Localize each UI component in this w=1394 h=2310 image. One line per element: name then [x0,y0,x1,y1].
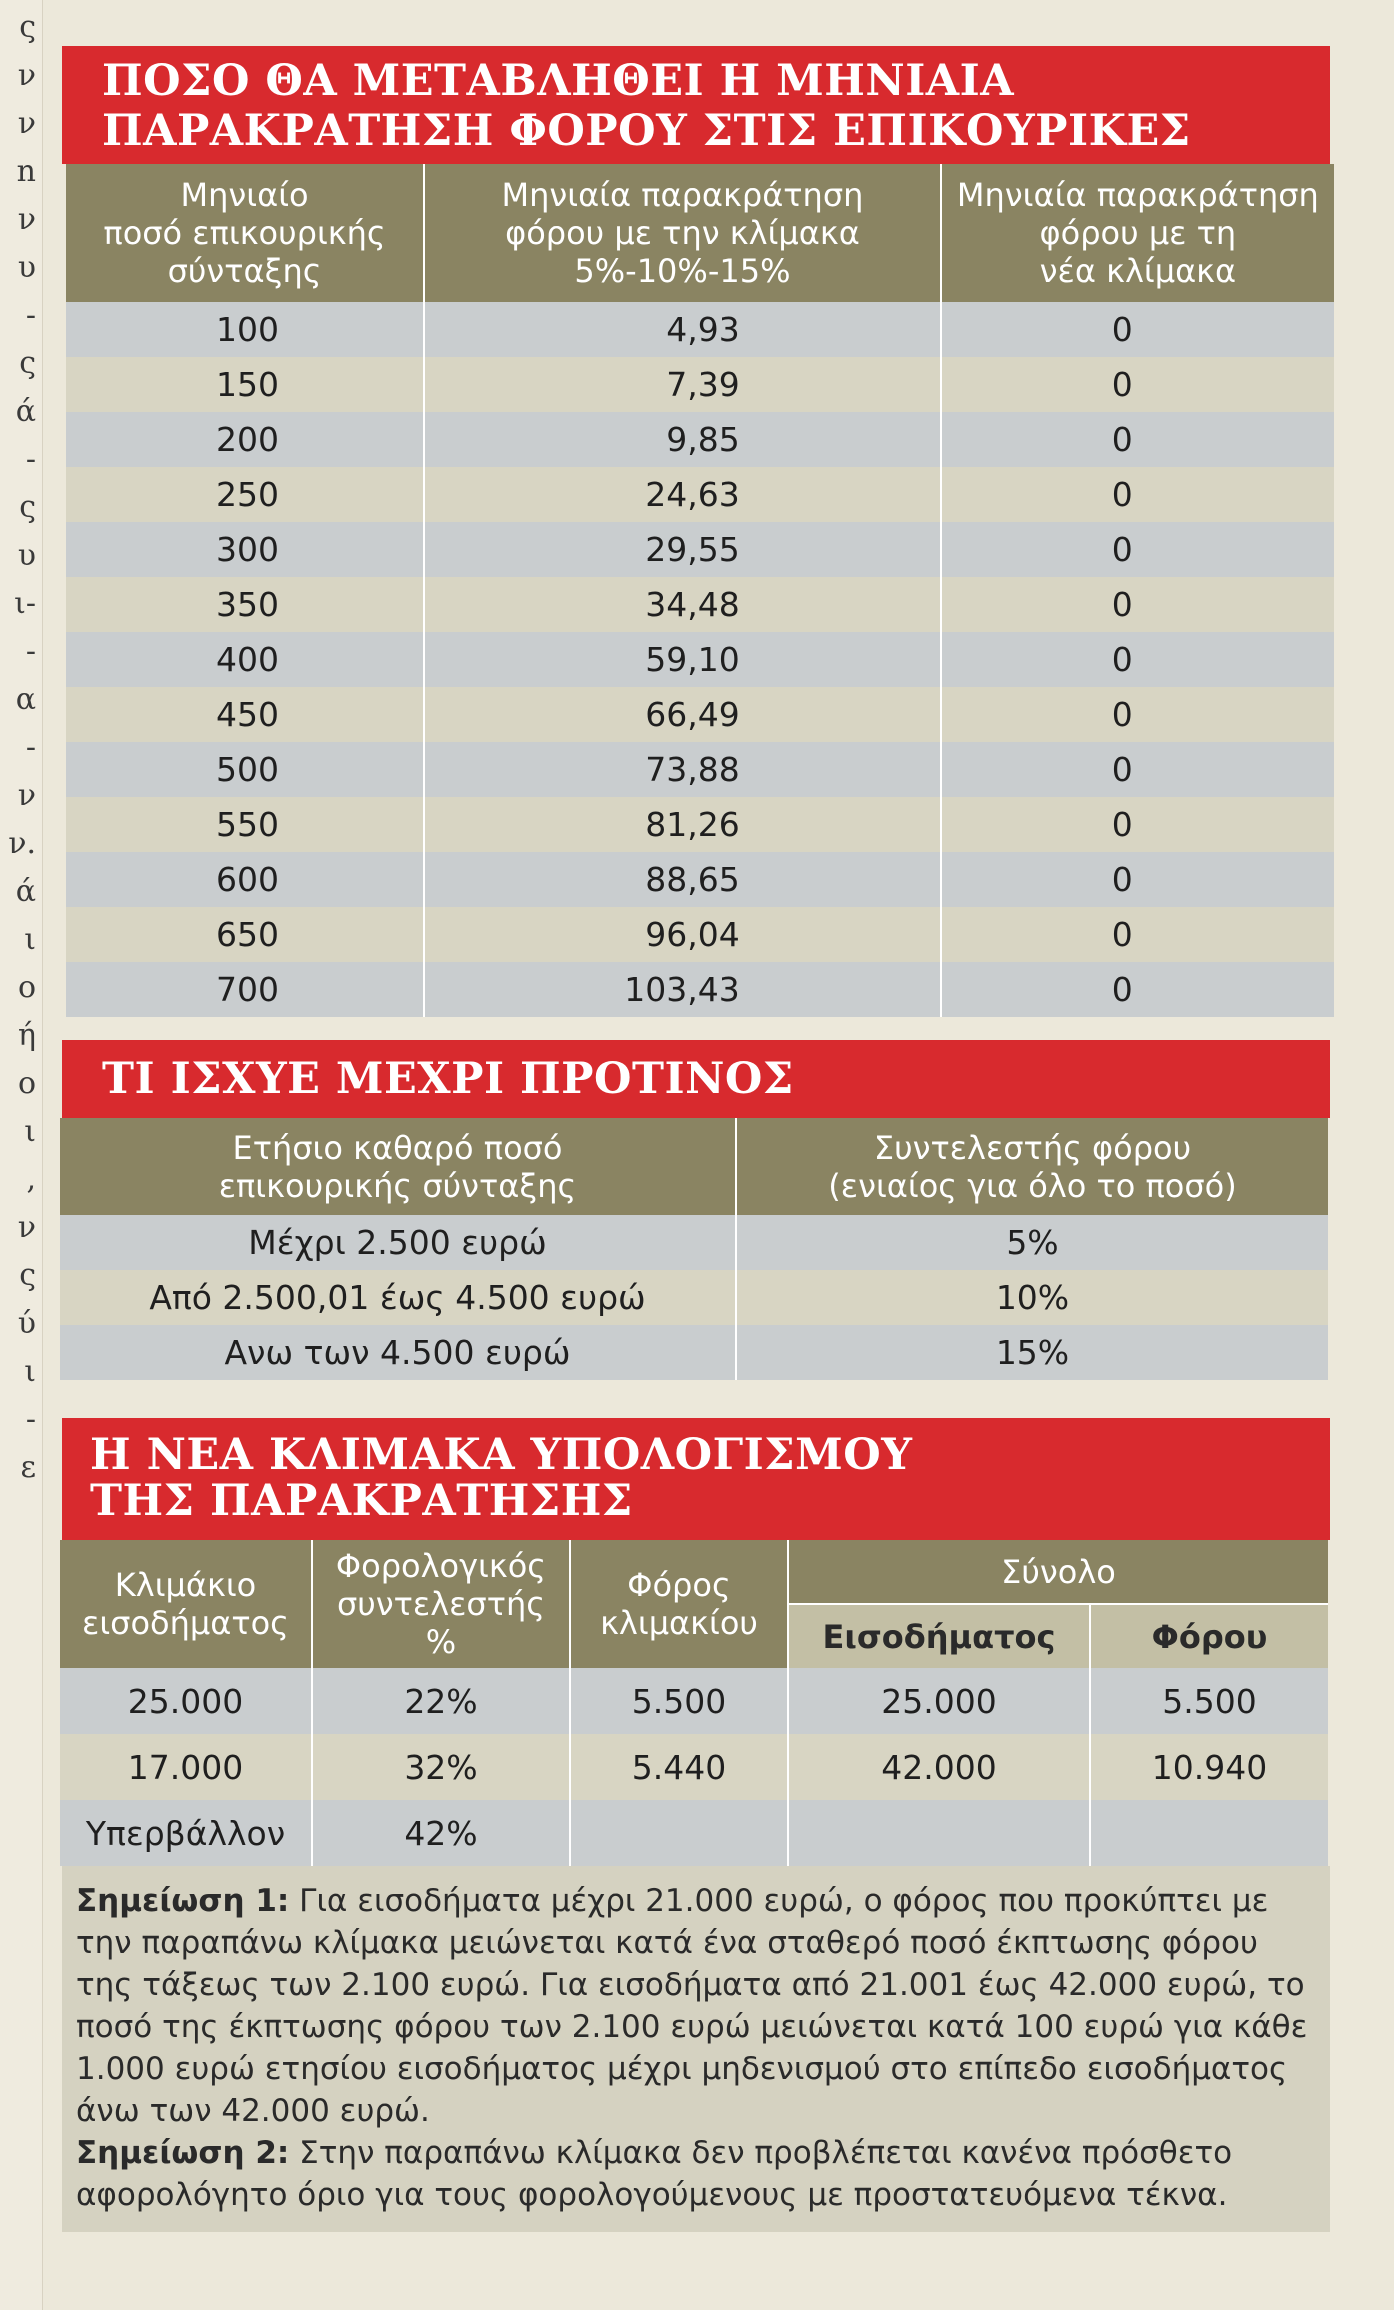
margin-fragment: , [26,1162,36,1197]
monthly-amount-cell: 400 [66,632,424,687]
margin-fragment: ο [17,970,36,1005]
table-row [66,302,1334,357]
table-row [60,1734,1328,1800]
monthly-amount-cell: 350 [66,577,424,632]
margin-fragment: ς [19,10,36,45]
previous-rates-table [60,1118,1328,1380]
margin-fragment: ν [17,202,36,237]
new-withholding-cell: 0 [941,357,1334,412]
note-1-label: Σημείωση 1: [76,1883,290,1919]
bracket-tax-cell [570,1800,788,1866]
monthly-withholding-panel [62,46,1330,1017]
new-withholding-cell: 0 [941,522,1334,577]
margin-fragment: - [25,298,36,333]
margin-fragment: ν [17,1210,36,1245]
monthly-amount-cell: 150 [66,357,424,412]
section3-title-banner [62,1418,1330,1540]
total-tax-cell: 5.500 [1090,1668,1328,1734]
table-row [60,1800,1328,1866]
section2-title: ΤΙ ΙΣΧΥΕ ΜΕΧΡΙ ΠΡΟΤΙΝΟΣ [102,1054,794,1104]
monthly-amount-cell: 650 [66,907,424,962]
total-income-cell [788,1800,1090,1866]
margin-fragment: ι [24,1114,36,1149]
header-total-group: Σύνολο [788,1540,1328,1604]
previous-column-fragment [0,0,43,2310]
margin-fragment: - [25,730,36,765]
margin-fragment: - [25,442,36,477]
margin-fragment: ς [19,490,36,525]
table-row [66,357,1334,412]
margin-fragment: υ [17,250,36,285]
margin-fragment: α [15,682,36,717]
annual-amount-cell: Μέχρι 2.500 ευρώ [60,1215,736,1270]
old-withholding-cell: 24,63 [424,467,941,522]
monthly-amount-cell: 600 [66,852,424,907]
new-withholding-cell: 0 [941,907,1334,962]
section1-title-line1: ΠΟΣΟ ΘΑ ΜΕΤΑΒΛΗΘΕΙ Η ΜΗΝΙΑΙΑ [102,56,1015,106]
tax-rate-cell: 32% [312,1734,570,1800]
table-row [60,1215,1328,1270]
bracket-tax-cell: 5.440 [570,1734,788,1800]
old-withholding-cell: 9,85 [424,412,941,467]
new-withholding-cell: 0 [941,302,1334,357]
margin-fragment: ς [19,346,36,381]
margin-fragment: ή [18,1018,36,1053]
tax-rate-cell: 5% [736,1215,1328,1270]
header-total-income: Εισοδήματος [788,1604,1090,1668]
margin-fragment: ν [17,778,36,813]
old-withholding-cell: 59,10 [424,632,941,687]
old-withholding-cell: 4,93 [424,302,941,357]
margin-fragment: ν. [8,826,36,861]
header-income-bracket: Κλιμάκιο εισοδήματος [60,1540,312,1668]
new-withholding-cell: 0 [941,577,1334,632]
total-tax-cell [1090,1800,1328,1866]
header-old-scale-withholding: Μηνιαία παρακράτηση φόρου με την κλίμακα 5%-10%-15% [424,164,941,302]
new-withholding-cell: 0 [941,467,1334,522]
notes-box [62,1866,1330,2232]
header-annual-net-amount: Ετήσιο καθαρό ποσό επικουρικής σύνταξης [60,1118,736,1215]
new-withholding-cell: 0 [941,742,1334,797]
monthly-withholding-table [66,164,1334,1017]
note-2-text: Στην παραπάνω κλίμακα δεν προβλέπεται κανένα πρόσθετο αφορολόγητο όριο για τους φορολογούμενους με προστατευόμενα τέκνα. [76,2135,1233,2213]
table-row [60,1325,1328,1380]
margin-fragment: ε [20,1450,36,1485]
header-monthly-amount: Μηνιαίο ποσό επικουρικής σύνταξης [66,164,424,302]
income-bracket-cell: 17.000 [60,1734,312,1800]
header-bracket-tax: Φόρος κλιμακίου [570,1540,788,1668]
monthly-amount-cell: 100 [66,302,424,357]
new-withholding-cell: 0 [941,962,1334,1017]
table-row [66,687,1334,742]
monthly-amount-cell: 550 [66,797,424,852]
note-2-label: Σημείωση 2: [76,2135,290,2171]
note-1-text: Για εισοδήματα μέχρι 21.000 ευρώ, ο φόρος που προκύπτει με την παραπάνω κλίμακα μειώνεται κατά ένα σταθερό ποσό έκπτωσης φόρου της τάξεως των 2.100 ευρώ. Για εισοδήματα από 21.001 έως 42.000 ευρώ, το ποσό της έκπτωσης φόρου των 2.100 ευρώ μειώνεται κατά 100 ευρώ για κάθε 1.000 ευρώ ετησίου εισοδήματος μέχρι μηδενισμού στο επίπεδο εισοδήματος άνω των 42.000 ευρώ. [76,1883,1308,2129]
table-row [60,1668,1328,1734]
old-withholding-cell: 34,48 [424,577,941,632]
bracket-tax-cell: 5.500 [570,1668,788,1734]
total-income-cell: 42.000 [788,1734,1090,1800]
tax-rate-cell: 22% [312,1668,570,1734]
table-row [60,1270,1328,1325]
new-withholding-cell: 0 [941,687,1334,742]
monthly-amount-cell: 450 [66,687,424,742]
total-tax-cell: 10.940 [1090,1734,1328,1800]
section3-title-line2: ΤΗΣ ΠΑΡΑΚΡΑΤΗΣΗΣ [90,1476,633,1526]
table-row [66,962,1334,1017]
table-row [66,467,1334,522]
table-row [66,852,1334,907]
margin-fragment: ν [17,58,36,93]
header-new-scale-withholding: Μηνιαία παρακράτηση φόρου με τη νέα κλίμακα [941,164,1334,302]
note-2 [76,2132,1316,2216]
new-withholding-cell: 0 [941,852,1334,907]
section2-title-banner [62,1040,1330,1118]
tax-rate-cell: 15% [736,1325,1328,1380]
old-withholding-cell: 88,65 [424,852,941,907]
table-row [66,577,1334,632]
old-withholding-cell: 103,43 [424,962,941,1017]
annual-amount-cell: Ανω των 4.500 ευρώ [60,1325,736,1380]
table-row [66,412,1334,467]
tax-rate-cell: 42% [312,1800,570,1866]
total-income-cell: 25.000 [788,1668,1090,1734]
margin-fragment: ι [24,922,36,957]
monthly-amount-cell: 300 [66,522,424,577]
section3-title-line1: Η ΝΕΑ ΚΛΙΜΑΚΑ ΥΠΟΛΟΓΙΣΜΟΥ [90,1430,913,1480]
margin-fragment: ι- [14,586,36,621]
monthly-amount-cell: 700 [66,962,424,1017]
margin-fragment: ν [17,106,36,141]
margin-fragment: ά [15,394,36,429]
tax-rate-cell: 10% [736,1270,1328,1325]
old-withholding-cell: 66,49 [424,687,941,742]
new-scale-panel [62,1418,1330,2232]
table-row [66,632,1334,687]
header-total-tax: Φόρου [1090,1604,1328,1668]
table-row [66,907,1334,962]
monthly-amount-cell: 250 [66,467,424,522]
margin-fragment: ι [24,1354,36,1389]
section1-title-line2: ΠΑΡΑΚΡΑΤΗΣΗ ΦΟΡΟΥ ΣΤΙΣ ΕΠΙΚΟΥΡΙΚΕΣ [102,106,1191,156]
new-withholding-cell: 0 [941,632,1334,687]
header-tax-rate: Συντελεστής φόρου (ενιαίος για όλο το ποσό) [736,1118,1328,1215]
table-row [66,742,1334,797]
old-withholding-cell: 96,04 [424,907,941,962]
old-withholding-cell: 7,39 [424,357,941,412]
income-bracket-cell: 25.000 [60,1668,312,1734]
previous-rates-panel [62,1040,1330,1380]
margin-fragment: ς [19,1258,36,1293]
header-tax-rate-percent: Φορολογικός συντελεστής % [312,1540,570,1668]
margin-fragment: ο [17,1066,36,1101]
table-row [66,522,1334,577]
section1-title-banner [62,46,1330,164]
old-withholding-cell: 73,88 [424,742,941,797]
margin-fragment: ά [15,874,36,909]
old-withholding-cell: 29,55 [424,522,941,577]
monthly-amount-cell: 500 [66,742,424,797]
margin-fragment: n [16,154,36,189]
margin-fragment: ύ [17,1306,36,1341]
table-row [66,797,1334,852]
new-scale-table [60,1540,1328,1866]
monthly-amount-cell: 200 [66,412,424,467]
income-bracket-cell: Υπερβάλλον [60,1800,312,1866]
margin-fragment: υ [17,538,36,573]
margin-fragment: - [25,1402,36,1437]
note-1 [76,1880,1316,2132]
annual-amount-cell: Από 2.500,01 έως 4.500 ευρώ [60,1270,736,1325]
old-withholding-cell: 81,26 [424,797,941,852]
new-withholding-cell: 0 [941,412,1334,467]
new-withholding-cell: 0 [941,797,1334,852]
margin-fragment: - [25,634,36,669]
